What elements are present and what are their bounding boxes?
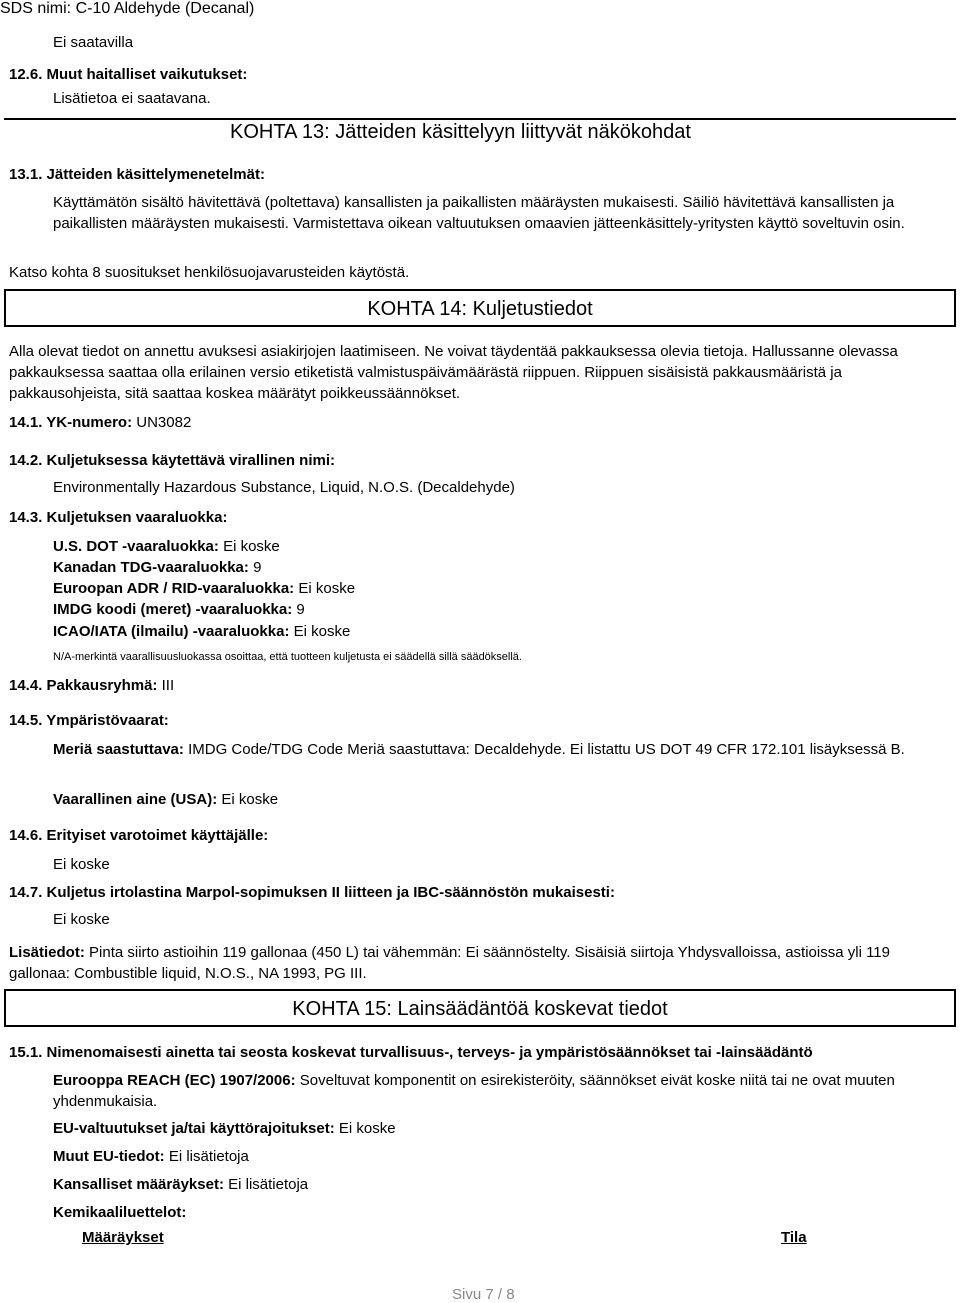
s14-7-label: 14.7. Kuljetus irtolastina Marpol-sopimuksen II liitteen ja IBC-säännöstön mukaisesti: (9, 884, 615, 901)
other-eu-value: Ei lisätietoja (168, 1148, 249, 1165)
eu-value: Ei koske (338, 1120, 396, 1137)
s12-6-label: 12.6. Muut haitalliset vaikutukset: (9, 66, 248, 83)
s14-3-label: 14.3. Kuljetuksen vaaraluokka: (9, 509, 228, 526)
na-note: N/A-merkintä vaarallisuusluokassa osoittaa, että tuotteen kuljetusta ei säädellä sillä säädöksellä. (53, 651, 522, 663)
s14-4-value: III (161, 677, 175, 694)
marine-value: IMDG Code/TDG Code Meriä saastuttava: Decaldehyde. Ei listattu US DOT 49 CFR 172.101 lisäyksessä B. (188, 741, 905, 758)
s14-4 (9, 677, 174, 694)
section13-rule (4, 118, 956, 120)
eu-authorisations (53, 1120, 396, 1137)
other-eu-label: Muut EU-tiedot: (53, 1148, 165, 1165)
col-header-status: Tila (781, 1229, 807, 1246)
section15-title: KOHTA 15: Lainsäädäntöä koskevat tiedot (292, 998, 668, 1020)
section15-header (4, 989, 956, 1027)
s14-6-value: Ei koske (53, 856, 110, 873)
s14-5-label: 14.5. Ympäristövaarat: (9, 712, 169, 729)
class-label: Kanadan TDG-vaaraluokka: (53, 559, 249, 576)
section13-title: KOHTA 13: Jätteiden käsittelyyn liittyvät näkökohdat (230, 121, 691, 143)
class-row (53, 623, 350, 640)
marine-pollutant (53, 739, 953, 760)
reach-value: Soveltuvat komponentit on esirekisteröity, säännökset eivät koske niitä tai ne ovat muuten yhdenmukaisia. (53, 1072, 895, 1110)
section14-title: KOHTA 14: Kuljetustiedot (367, 298, 593, 320)
additional-info-label: Lisätiedot: (9, 944, 85, 961)
page-number: Sivu 7 / 8 (452, 1286, 515, 1303)
s14-6-label: 14.6. Erityiset varotoimet käyttäjälle: (9, 827, 269, 844)
reach-info (53, 1070, 953, 1112)
class-row (53, 580, 355, 597)
s13-ppe-note: Katso kohta 8 suositukset henkilösuojavarusteiden käytöstä. (9, 264, 410, 281)
s13-1-label: 13.1. Jätteiden käsittelymenetelmät: (9, 166, 265, 183)
s14-1-label: 14.1. YK-numero: (9, 414, 133, 431)
s14-7-value: Ei koske (53, 911, 110, 928)
eu-label: EU-valtuutukset ja/tai käyttörajoitukset: (53, 1120, 335, 1137)
s14-2-value: Environmentally Hazardous Substance, Liquid, N.O.S. (Decaldehyde) (53, 479, 515, 496)
s14-1 (9, 414, 191, 431)
class-row (53, 601, 305, 618)
reach-label: Eurooppa REACH (EC) 1907/2006: (53, 1072, 296, 1089)
national-regulations (53, 1176, 308, 1193)
s13-paragraph: Käyttämätön sisältö hävitettävä (poltettava) kansallisten ja paikallisten määräysten mukaisesti. Säiliö hävitettävä kansallisten ja paikallisten määräysten mukaisesti. Varmistettava oikean valtuutuksen omaavien jätteenkäsittely-yritysten käyttö soveltuvin osin. (53, 194, 905, 232)
class-value: 9 (296, 601, 305, 618)
hazmat-usa (53, 791, 278, 808)
national-label: Kansalliset määräykset: (53, 1176, 224, 1193)
col-header-regulations: Määräykset (82, 1229, 164, 1246)
s12-6-value: Lisätietoa ei saatavana. (53, 90, 211, 107)
class-label: Euroopan ADR / RID-vaaraluokka: (53, 580, 295, 597)
s15-1-label: 15.1. Nimenomaisesti ainetta tai seosta koskevat turvallisuus-, terveys- ja ympäristösäännökset tai -lainsäädäntö (9, 1044, 813, 1061)
class-label: ICAO/IATA (ilmailu) -vaaraluokka: (53, 623, 290, 640)
class-row (53, 538, 280, 555)
hazmat-value: Ei koske (221, 791, 279, 808)
s14-2-label: 14.2. Kuljetuksessa käytettävä virallinen nimi: (9, 452, 335, 469)
s14-1-value: UN3082 (136, 414, 192, 431)
inventories-label: Kemikaaliluettelot: (53, 1204, 187, 1221)
additional-info (9, 942, 954, 984)
class-row (53, 559, 261, 576)
s12-5-value: Ei saatavilla (53, 34, 134, 51)
additional-info-value: Pinta siirto astioihin 119 gallonaa (450 L) tai vähemmän: Ei säännöstelty. Sisäisiä siirtoja Yhdysvalloissa, astioissa yli 119 gallonaa: Combustible liquid, N.O.S., NA 1993, PG III. (9, 944, 890, 982)
other-eu-info (53, 1148, 249, 1165)
document-title: SDS nimi: C-10 Aldehyde (Decanal) (0, 0, 255, 17)
s14-intro: Alla olevat tiedot on annettu avuksesi asiakirjojen laatimiseen. Ne voivat täydentää pakkauksessa olevia tietoja. Hallussanne olevassa pakkauksessa saattaa olla erilainen versio etiketistä valmistuspäivämäärästä riippuen. Riippuen sisäisistä pakkausmääristä ja pakkausohjeista, sitä saattaa koskea määrätyt poikkeussäännökset. (9, 343, 898, 402)
s14-4-label: 14.4. Pakkausryhmä: (9, 677, 158, 694)
class-value: Ei koske (298, 580, 356, 597)
class-value: Ei koske (223, 538, 280, 555)
national-value: Ei lisätietoja (228, 1176, 309, 1193)
class-value: Ei koske (293, 623, 351, 640)
class-label: U.S. DOT -vaaraluokka: (53, 538, 219, 555)
class-label: IMDG koodi (meret) -vaaraluokka: (53, 601, 293, 618)
class-value: 9 (253, 559, 262, 576)
section14-header (4, 289, 956, 327)
hazmat-label: Vaarallinen aine (USA): (53, 791, 218, 808)
marine-label: Meriä saastuttava: (53, 741, 184, 758)
